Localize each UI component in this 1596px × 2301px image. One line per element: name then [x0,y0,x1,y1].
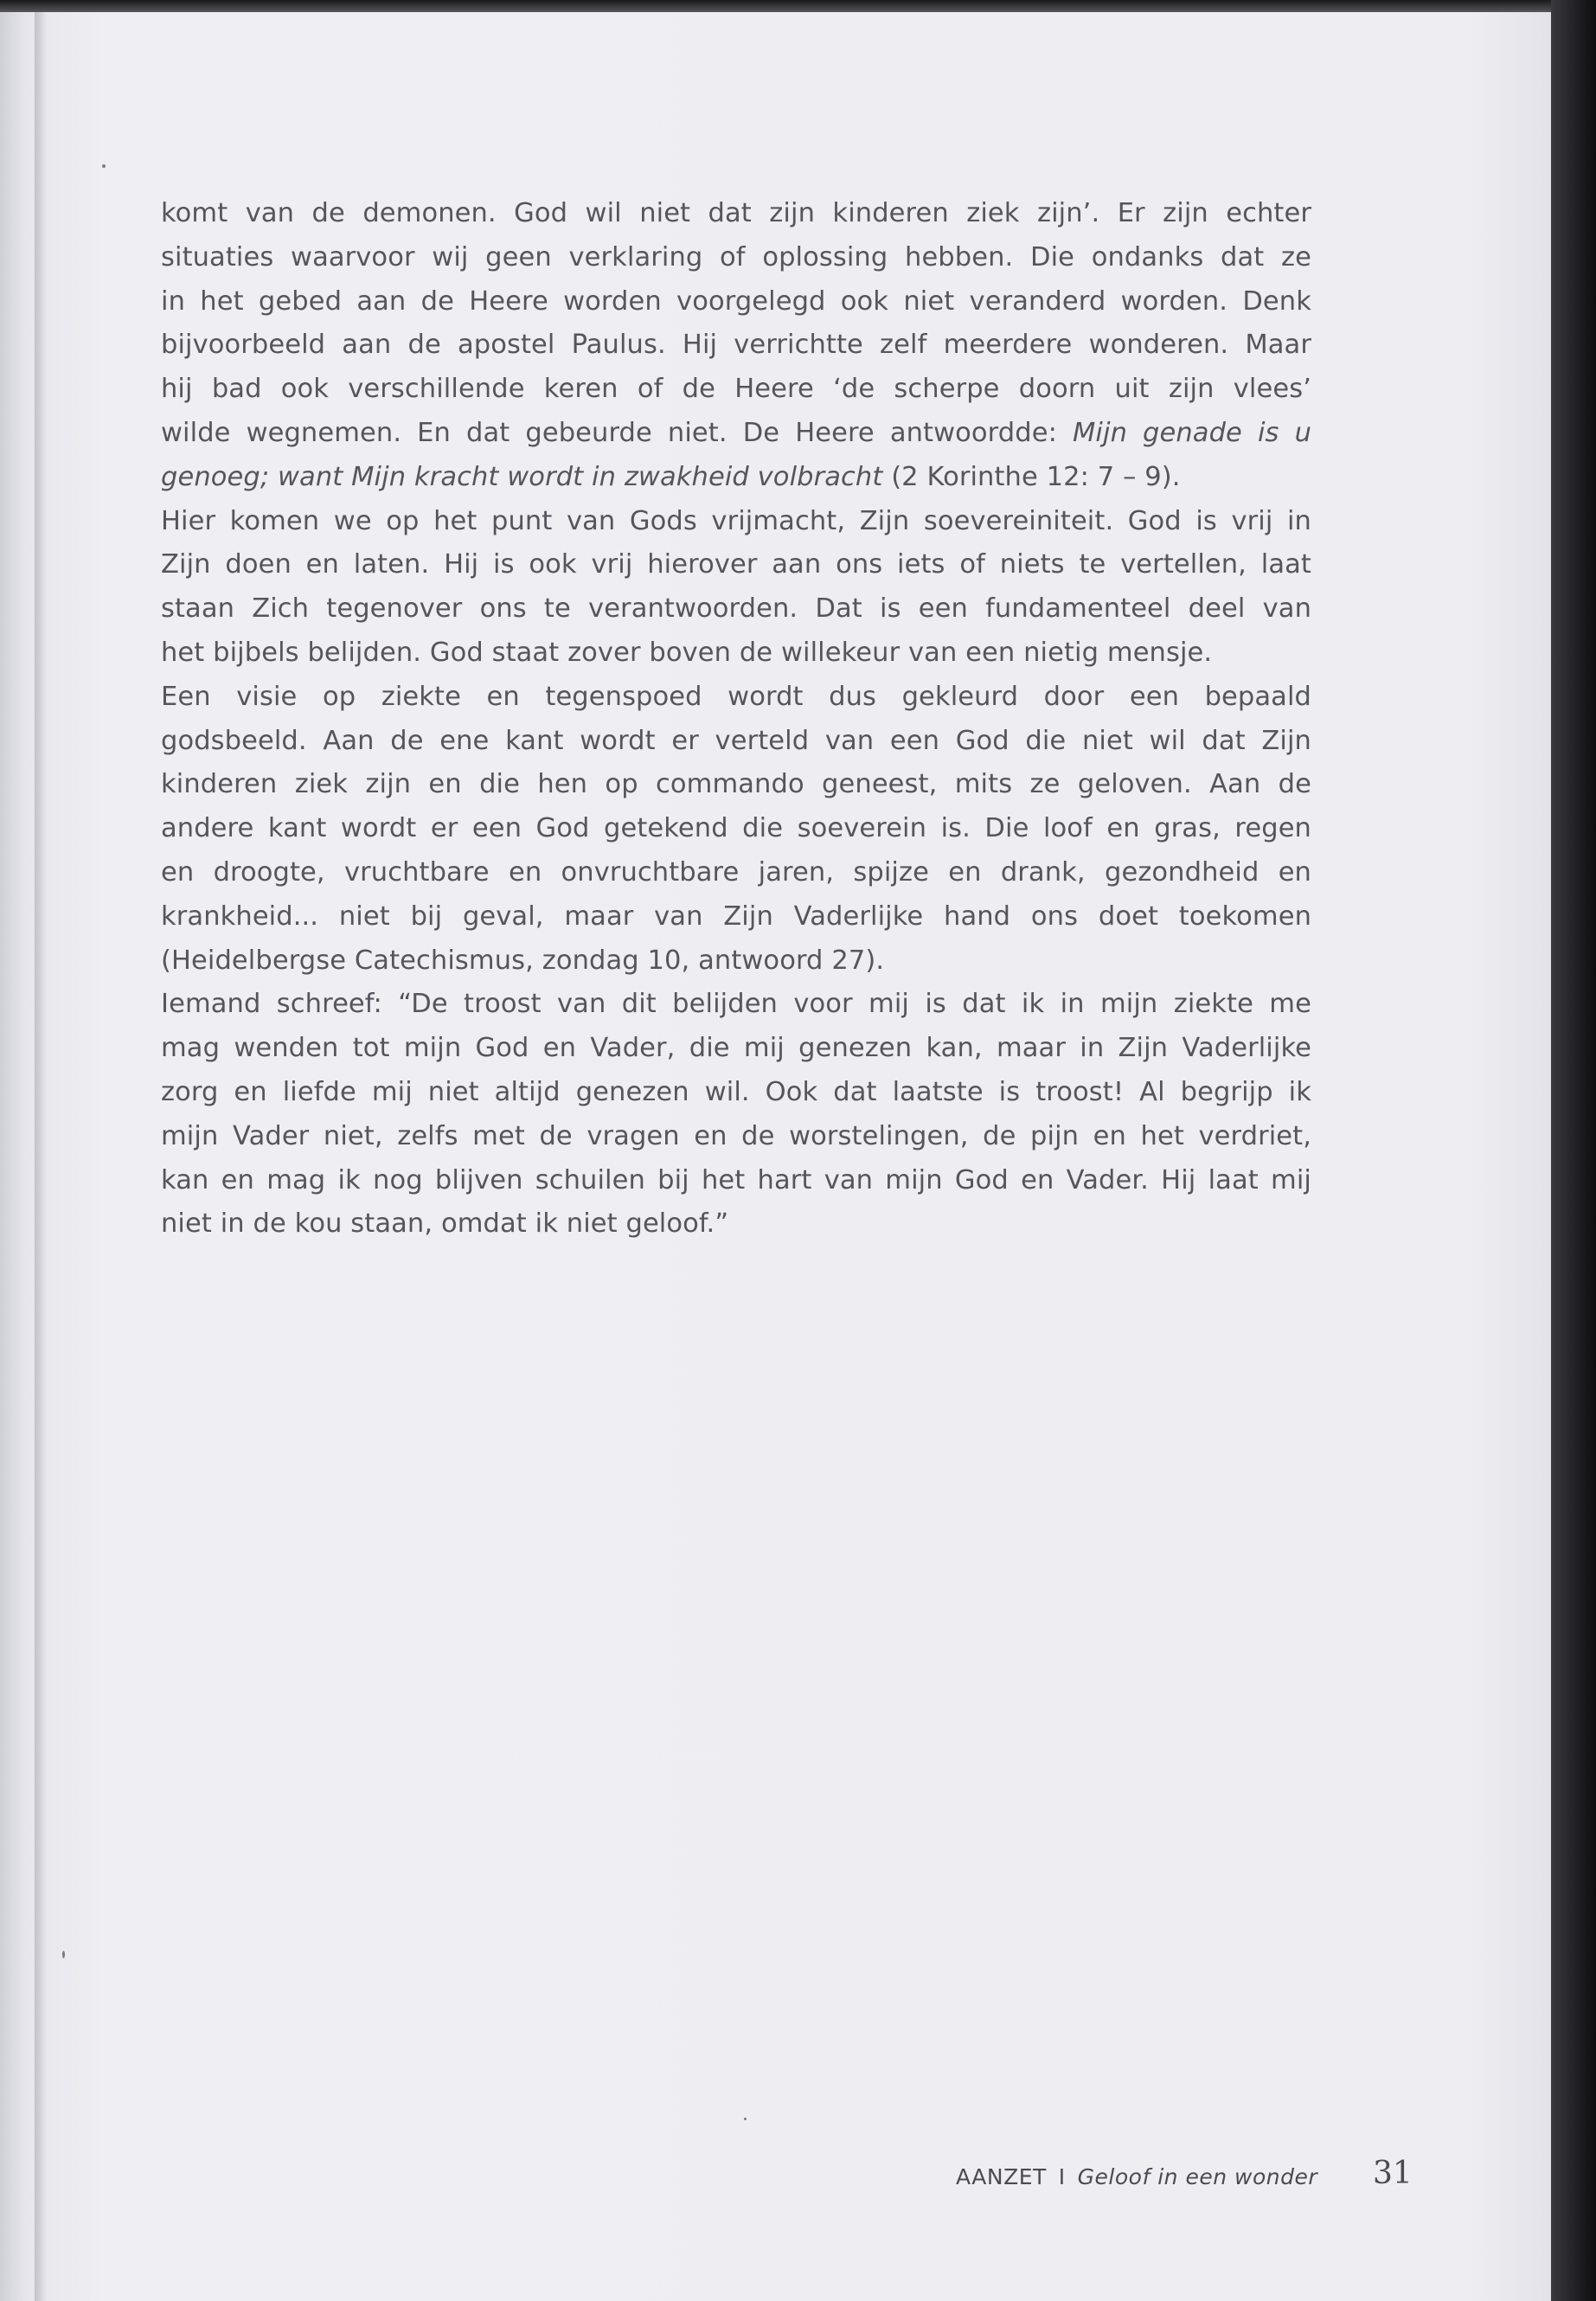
text-line: kan en mag ik nog blijven schuilen bij het hart van mijn God en Vader. Hij laat mij [161,1164,1311,1195]
scan-speck [744,2118,747,2120]
scan-speck [62,1951,65,1958]
text-line: niet in de kou staan, omdat ik niet geloof.” [161,1208,729,1240]
text-line: zorg en liefde mij niet altijd genezen wil. Ook dat laatste is troost! Al begrijp ik [161,1076,1311,1107]
text-line: in het gebed aan de Heere worden voorgelegd ook niet veranderd worden. Denk [161,285,1311,317]
text-line: het bijbels belijden. God staat zover boven de willekeur van een nietig mensje. [161,637,1213,668]
text-line: bijvoorbeeld aan de apostel Paulus. Hij verrichtte zelf meerdere wonderen. Maar [161,330,1311,361]
text-line: kinderen ziek zijn en die hen op commando geneest, mits ze geloven. Aan de [161,769,1311,800]
text-line: Iemand schreef: “De troost van dit belijden voor mij is dat ik in mijn ziekte me [161,989,1311,1020]
text-line: Een visie op ziekte en tegenspoed wordt dus gekleurd door een bepaald [161,681,1311,712]
section-title: AANZET [956,2164,1047,2189]
text-line: Hier komen we op het punt van Gods vrijmacht, Zijn soevereiniteit. God is vrij in [161,505,1311,536]
text-line: (Heidelbergse Catechismus, zondag 10, antwoord 27). [161,945,885,976]
text-line: staan Zich tegenover ons te verantwoorden. Dat is een fundamenteel deel van [161,593,1311,625]
body-text [161,192,1311,1247]
text-line: andere kant wordt er een God getekend die soeverein is. Die loof en gras, regen [161,813,1311,844]
text-line: mijn Vader niet, zelfs met de vragen en de worstelingen, de pijn en het verdriet, [161,1120,1311,1151]
chapter-title: Geloof in een wonder [1077,2164,1318,2189]
top-edge-shadow [0,0,1596,12]
text-line: situaties waarvoor wij geen verklaring of oplossing hebben. Die ondanks dat ze [161,241,1311,272]
text-line: Zijn doen en laten. Hij is ook vrij hierover aan ons iets of niets te vertellen, laat [161,549,1311,580]
text-line: en droogte, vruchtbare en onvruchtbare jaren, spijze en drank, gezondheid en [161,856,1311,888]
page-number: 31 [1373,2156,1413,2191]
text-segment: wilde wegnemen. En dat gebeurde niet. De Heere antwoordde: [161,417,1057,448]
text-line: hij bad ook verschillende keren of de Heere ‘de scherpe doorn uit zijn vlees’ [161,374,1311,405]
text-line: mag wenden tot mijn God en Vader, die mij genezen kan, maar in Zijn Vaderlijke [161,1033,1311,1064]
right-page-edge [1551,0,1596,2301]
running-head [956,2164,1317,2189]
text-line: komt van de demonen. God wil niet dat zijn kinderen ziek zijn’. Er zijn echter [161,198,1311,228]
footer-separator: I [1058,2164,1066,2189]
page-footer [956,2152,1414,2195]
scripture-quote: Mijn genade is u [1073,417,1311,448]
scripture-reference: (2 Korinthe 12: 7 – 9). [891,461,1181,492]
scripture-quote: genoeg; want Mijn kracht wordt in zwakheid volbracht [161,461,883,492]
binding-shadow [35,10,47,2301]
scan-speck [102,164,106,168]
text-line: godsbeeld. Aan de ene kant wordt er verteld van een God die niet wil dat Zijn [161,725,1311,756]
text-line: krankheid... niet bij geval, maar van Zijn Vaderlijke hand ons doet toekomen [161,901,1311,932]
text-line-with-quote [161,412,1311,456]
text-line-with-quote [161,456,1311,500]
